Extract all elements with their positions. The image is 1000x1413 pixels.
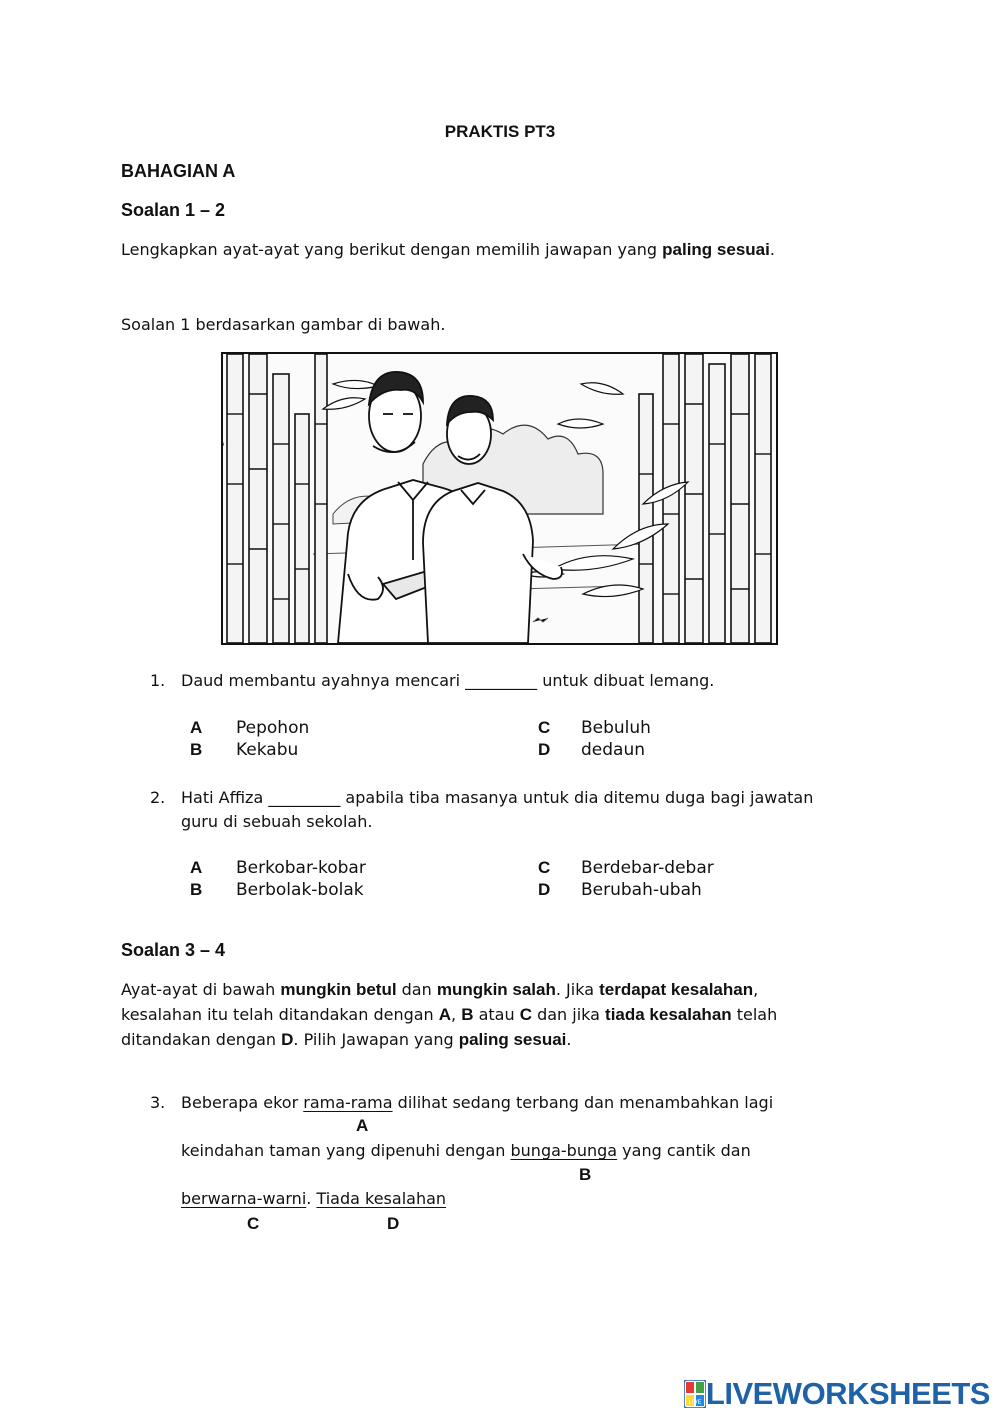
q2-option-c-letter[interactable]: C [538,858,551,877]
group2-heading: Soalan 3 – 4 [121,940,226,960]
group1-instruction [121,240,775,260]
q3-underlined-d[interactable]: Tiada kesalahan [316,1189,447,1208]
g2-text: dan [396,980,437,999]
q3-text: Beberapa ekor [181,1093,304,1112]
q2-option-a-text[interactable]: Berkobar-kobar [236,858,366,878]
q3-underlined-a[interactable]: rama-rama [303,1093,393,1112]
q2-option-d-text[interactable]: Berubah-ubah [581,880,702,900]
g2-text: . [566,1030,572,1049]
q2-number: 2. [150,788,166,807]
bamboo-forest-illustration [221,352,778,645]
g2-emphasis: mungkin betul [280,980,397,999]
logo-text: LIVEWORKSHEETS [705,1376,990,1411]
g2-text: atau [473,1005,520,1024]
group2-instruction-line3 [121,1030,572,1050]
q3-underlined-b[interactable]: bunga-bunga [510,1141,618,1160]
group1-heading: Soalan 1 – 2 [121,200,226,220]
g2-text: . Pilih Jawapan yang [293,1030,459,1049]
q3-underlined-c[interactable]: berwarna-warni [181,1189,307,1208]
q3-text: . [306,1189,317,1208]
g2-emphasis: A [438,1005,452,1024]
q1-option-d-letter[interactable]: D [538,740,551,759]
g2-emphasis: terdapat kesalahan [599,980,754,999]
q3-line2 [181,1141,751,1160]
picture-note: Soalan 1 berdasarkan gambar di bawah. [121,315,446,334]
q1-option-c-text[interactable]: Bebuluh [581,718,651,738]
q2-text-line2: guru di sebuah sekolah. [181,812,373,831]
q1-option-b-text[interactable]: Kekabu [236,740,299,760]
q1-option-a-letter[interactable]: A [190,718,203,737]
g2-text: Ayat-ayat di bawah [121,980,281,999]
q1-option-b-letter[interactable]: B [190,740,203,759]
q3-mark-d[interactable]: D [387,1214,400,1233]
g2-text: , [753,980,759,999]
logo-badge-text: LIVE [688,1399,702,1406]
liveworksheets-logo[interactable] [684,1376,990,1412]
q3-text: dilihat sedang terbang dan menambahkan lagi [392,1093,774,1112]
g2-emphasis: tiada kesalahan [605,1005,732,1024]
g2-emphasis: mungkin salah [436,980,556,999]
g2-emphasis: C [519,1005,532,1024]
q3-number: 3. [150,1093,166,1112]
page-title: PRAKTIS PT3 [444,122,556,141]
g2-text: ditandakan dengan [121,1030,282,1049]
g2-emphasis: paling sesuai [458,1030,567,1049]
q2-option-b-letter[interactable]: B [190,880,203,899]
q1-text: Daud membantu ayahnya mencari _________ untuk dibuat lemang. [181,671,715,690]
g2-text: kesalahan itu telah ditandakan dengan [121,1005,439,1024]
q3-line1 [181,1093,773,1112]
q2-option-d-letter[interactable]: D [538,880,551,899]
g2-emphasis: D [281,1030,294,1049]
q2-text-line1: Hati Affiza _________ apabila tiba masanya untuk dia ditemu duga bagi jawatan [181,788,814,807]
q3-mark-a[interactable]: A [356,1116,369,1135]
q3-mark-c[interactable]: C [247,1214,260,1233]
q3-mark-b[interactable]: B [579,1165,592,1184]
section-heading: BAHAGIAN A [121,161,236,181]
q1-option-a-text[interactable]: Pepohon [236,718,310,738]
q1-option-c-letter[interactable]: C [538,718,551,737]
q2-option-b-text[interactable]: Berbolak-bolak [236,880,364,900]
logo-badge-icon [684,1380,706,1408]
q3-text: yang cantik dan [617,1141,751,1160]
instruction-end: . [769,240,775,259]
q3-text: keindahan taman yang dipenuhi dengan [181,1141,511,1160]
g2-emphasis: B [461,1005,474,1024]
g2-text: dan jika [531,1005,606,1024]
q1-number: 1. [150,671,166,690]
g2-text: . Jika [555,980,600,999]
q1-option-d-text[interactable]: dedaun [581,740,646,760]
group2-instruction-line1 [121,980,758,1000]
q2-option-c-text[interactable]: Berdebar-debar [581,858,714,878]
g2-text: telah [731,1005,778,1024]
illustration-drawing [223,354,776,643]
instruction-emphasis: paling sesuai [662,240,770,259]
instruction-text: Lengkapkan ayat-ayat yang berikut dengan memilih jawapan yang [121,240,663,259]
q3-line3 [181,1189,446,1208]
g2-text: , [451,1005,462,1024]
q2-option-a-letter[interactable]: A [190,858,203,877]
group2-instruction-line2 [121,1005,777,1025]
